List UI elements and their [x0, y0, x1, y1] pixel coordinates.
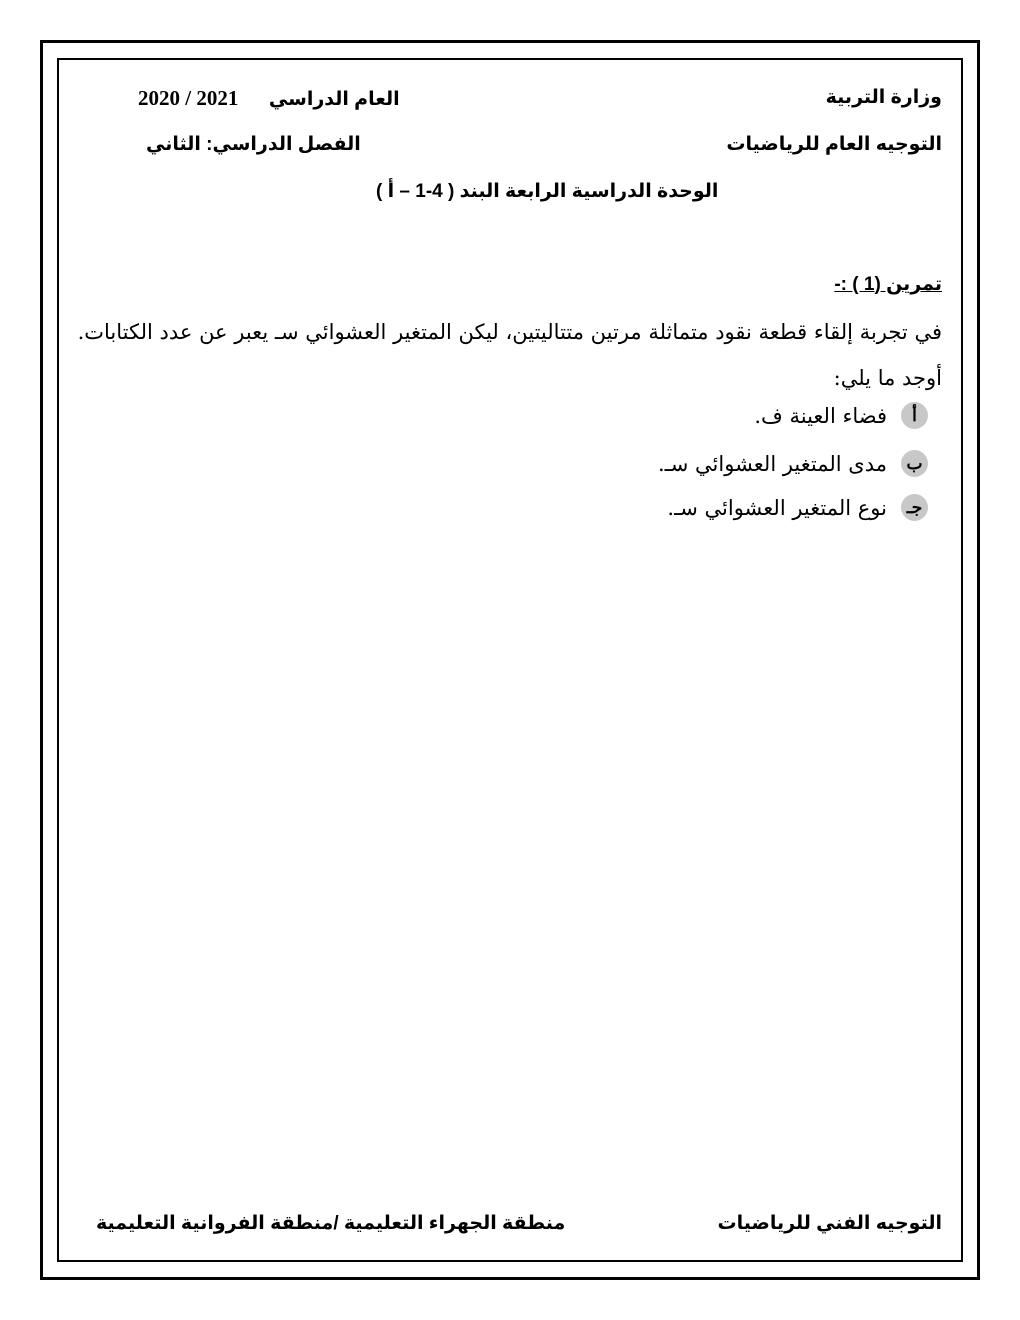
exercise-statement: في تجربة إلقاء قطعة نقود متماثلة مرتين متتاليتين، ليكن المتغير العشوائي سـ يعبر عن عدد الكتابات.: [77, 320, 942, 344]
academic-year: [138, 86, 400, 111]
item-text: فضاء العينة ف.: [754, 403, 887, 428]
academic-year-value: 2021 / 2020: [138, 86, 239, 110]
footer-technical-guidance: التوجيه الفني للرياضيات: [717, 1213, 942, 1234]
item-text: مدى المتغير العشوائي سـ.: [657, 451, 887, 476]
item-marker-c: جـ: [901, 494, 928, 521]
footer-regions: منطقة الجهراء التعليمية /منطقة الفروانية التعليمية: [96, 1213, 566, 1234]
ministry-name: وزارة التربية: [825, 87, 942, 108]
page-inner-border: [57, 58, 963, 1262]
item-text: نوع المتغير العشوائي سـ.: [667, 495, 887, 520]
exercise-prompt: أوجد ما يلي:: [833, 366, 942, 390]
item-marker-b: ب: [901, 450, 928, 477]
unit-title: الوحدة الدراسية الرابعة البند ( 4-1 – أ ): [376, 181, 719, 202]
list-item: [658, 450, 928, 477]
exercise-title: تمرين (1 ) :-: [834, 274, 942, 295]
list-item: [754, 402, 928, 429]
list-item: [667, 494, 928, 521]
item-marker-a: أ: [901, 402, 928, 429]
semester: الفصل الدراسي: الثاني: [146, 134, 361, 155]
general-guidance: التوجيه العام للرياضيات: [726, 134, 942, 155]
academic-year-label: العام الدراسي: [268, 89, 400, 110]
